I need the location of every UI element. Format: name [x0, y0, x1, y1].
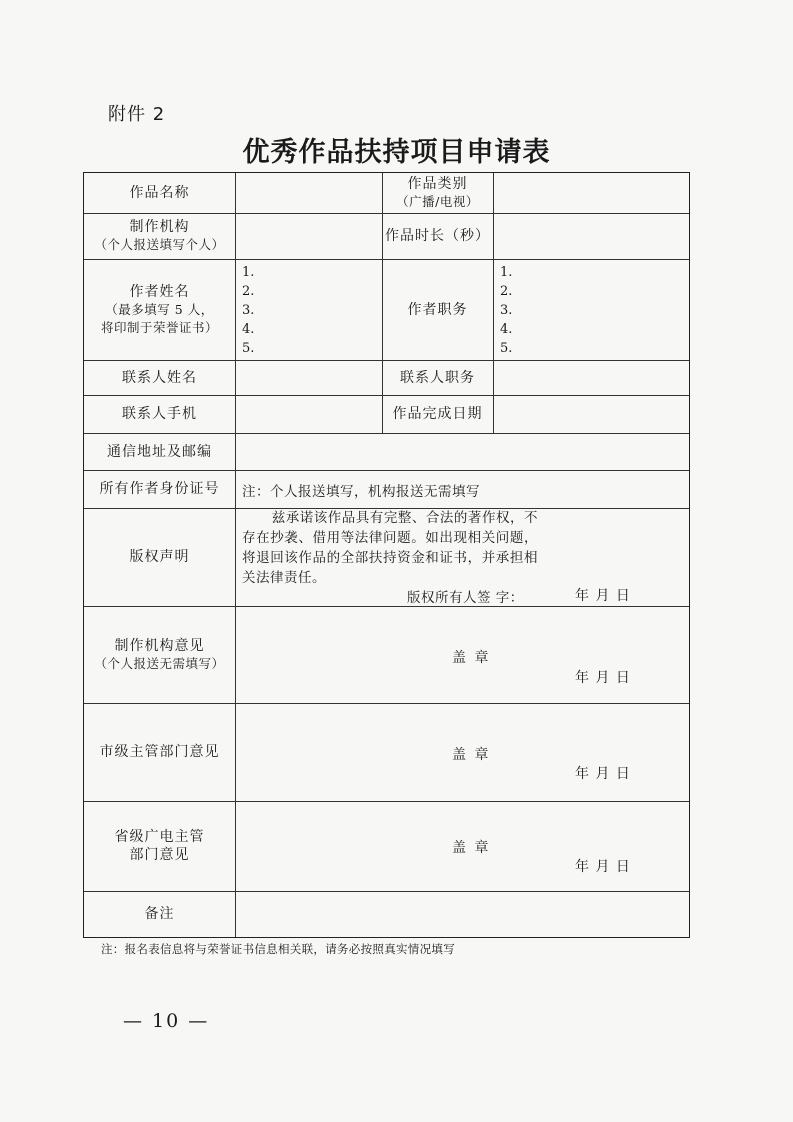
stamp-label: 盖 章	[452, 650, 491, 666]
work-category-label: 作品类别 （广播/电视）	[396, 176, 479, 209]
footnote: 注：报名表信息将与荣誉证书信息相关联，请务必按照真实情况填写	[101, 942, 455, 956]
producer-label: 制作机构 （个人报送填写个人）	[94, 219, 225, 252]
remarks-label: 备注	[144, 906, 175, 922]
list-item: 5.	[500, 341, 513, 356]
copyright-label: 版权声明	[129, 549, 190, 565]
work-duration-label: 作品时长（秒）	[385, 228, 490, 244]
list-item: 2.	[242, 284, 255, 299]
completion-date-label: 作品完成日期	[392, 406, 483, 422]
author-title-label: 作者职务	[407, 301, 468, 318]
date-label: 年 月 日	[575, 859, 631, 875]
producer-opinion-label: 制作机构意见 （个人报送无需填写）	[94, 637, 225, 671]
author-id-label: 所有作者身份证号	[99, 481, 220, 497]
column-divider	[235, 173, 236, 937]
date-label: 年 月 日	[575, 670, 631, 686]
address-label: 通信地址及邮编	[107, 443, 212, 460]
list-item: 2.	[500, 284, 513, 299]
list-item: 5.	[242, 341, 255, 356]
city-opinion-label: 市级主管部门意见	[99, 744, 220, 760]
date-label: 年 月 日	[575, 588, 631, 604]
province-opinion-label: 省级广电主管 部门意见	[114, 829, 205, 863]
list-item: 3.	[242, 303, 255, 318]
application-form	[83, 172, 690, 938]
author-name-label: 作者姓名 （最多填写 5 人， 将印制于荣誉证书）	[100, 283, 218, 335]
author-name-list	[242, 263, 254, 358]
list-item: 3.	[500, 303, 513, 318]
column-divider	[493, 173, 494, 433]
list-item: 4.	[242, 322, 255, 337]
stamp-label: 盖 章	[452, 840, 491, 856]
list-item: 1.	[242, 265, 255, 280]
author-title-list	[500, 263, 512, 358]
contact-phone-label: 联系人手机	[122, 406, 197, 422]
attachment-label: 附件 2	[108, 104, 166, 125]
date-label: 年 月 日	[575, 766, 631, 782]
page-number: — 10 —	[123, 1010, 210, 1032]
author-id-note: 注：个人报送填写，机构报送无需填写	[242, 484, 480, 500]
copyright-text: 兹承诺该作品具有完整、合法的著作权，不存在抄袭、借用等法律问题。如出现相关问题，将退回该作品的全部扶持资金和证书，并承担相关法律责任。	[242, 510, 538, 586]
list-item: 1.	[500, 265, 513, 280]
copyright-declaration	[242, 508, 538, 608]
list-item: 4.	[500, 322, 513, 337]
form-title: 优秀作品扶持项目申请表	[242, 137, 551, 168]
contact-name-label: 联系人姓名	[122, 369, 197, 386]
work-name-label: 作品名称	[129, 185, 190, 201]
contact-title-label: 联系人职务	[400, 369, 475, 386]
copyright-signature: 版权所有人签 字：	[407, 590, 524, 606]
stamp-label: 盖 章	[452, 747, 491, 763]
